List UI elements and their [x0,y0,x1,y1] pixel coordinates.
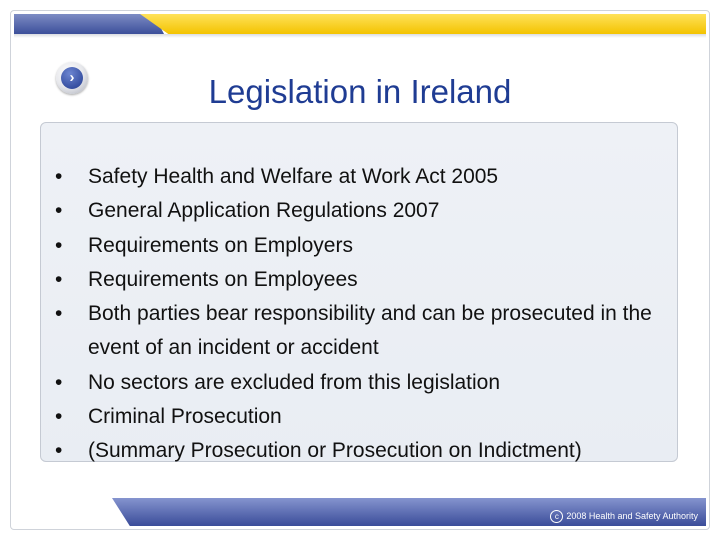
bullet-text: Both parties bear responsibility and can be prosecuted in the event of an incident or accident [88,302,652,360]
header-yellow-band [140,14,706,34]
bullet-glyph: • [55,233,63,257]
bullet-item [55,263,675,297]
bullet-item [55,400,675,434]
copyright-text: 2008 Health and Safety Authority [566,511,698,521]
bullet-text: No sectors are excluded from this legislation [88,370,501,394]
bullet-list [55,160,675,469]
slide-title: Legislation in Ireland [208,73,512,110]
bullet-text: Criminal Prosecution [88,405,282,429]
bullet-text: Requirements on Employers [88,233,353,257]
bullet-glyph: • [55,370,63,394]
bullet-item [55,366,675,400]
copyright-notice [550,510,698,523]
bullet-glyph: • [55,405,63,429]
bullet-text: (Summary Prosecution or Prosecution on Indictment) [88,439,582,463]
header-shadow [14,34,706,38]
bullet-item [55,194,675,228]
bullet-glyph: • [55,302,63,326]
bullet-item [55,297,675,366]
bullet-item [55,229,675,263]
bullet-glyph: • [55,165,63,188]
bullet-glyph: • [55,267,63,291]
bullet-glyph: • [55,439,63,463]
bullet-text: Safety Health and Welfare at Work Act 2005 [88,165,499,188]
copyright-icon: c [550,510,563,523]
bullet-item [55,160,675,194]
bullet-glyph: • [55,199,63,223]
bullet-text: General Application Regulations 2007 [88,199,440,223]
header-blue-band [14,14,164,34]
next-slide-button[interactable] [56,62,88,94]
bullet-item [55,434,675,468]
chevron-right-icon: › [61,67,83,89]
bullet-text: Requirements on Employees [88,267,358,291]
